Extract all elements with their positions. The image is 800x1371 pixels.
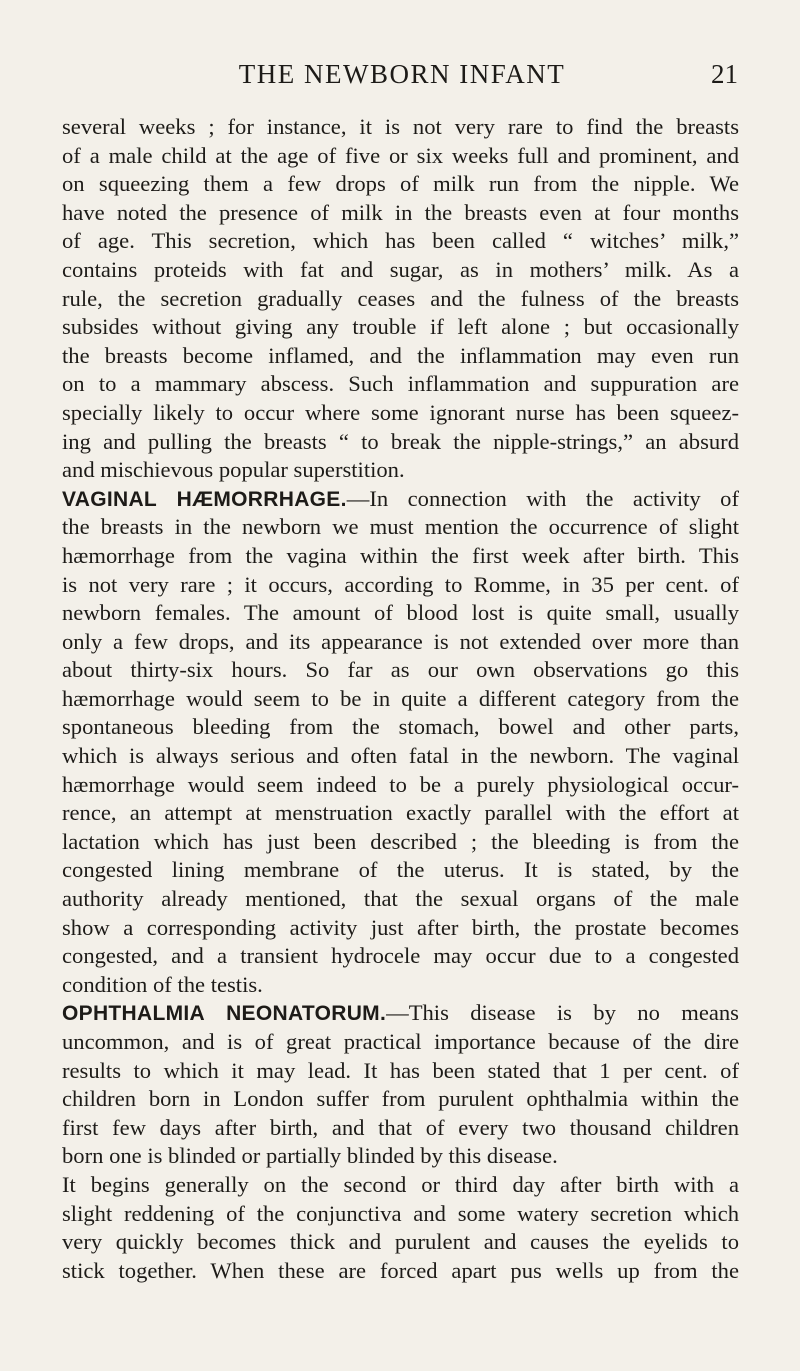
- text-line: children born in London suffer from purulent ophthalmia within the: [62, 1086, 739, 1112]
- text-line: uncommon, and is of great practical importance because of the dire: [62, 1029, 739, 1054]
- text-line: and mischievous popular superstition.: [62, 457, 405, 483]
- text-line: rence, an attempt at menstruation exactly parallel with the effort at: [62, 800, 739, 826]
- paragraph-ophthalmia: [62, 999, 739, 1171]
- text-line: rule, the secretion gradually ceases and the fulness of the breasts: [62, 285, 739, 311]
- text-line: ing and pulling the breasts “ to break the nipple-strings,” an absurd: [62, 428, 739, 454]
- text-line: —This disease is by no means: [386, 1000, 739, 1026]
- text-line: hæmorrhage would seem indeed to be a purely physiological occur-: [62, 771, 739, 797]
- text-line: of age. This secretion, which has been called “ witches’ milk,”: [62, 228, 739, 254]
- text-line: is not very rare ; it occurs, according to Romme, in 35 per cent. of: [62, 571, 739, 597]
- text-line: congested, and a transient hydrocele may occur due to a congested: [62, 943, 739, 969]
- text-line: specially likely to occur where some ignorant nurse has been squeez-: [62, 399, 739, 425]
- text-line: —In connection with the activity of: [346, 485, 739, 511]
- text-line: of a male child at the age of five or six weeks full and prominent, and: [62, 142, 739, 168]
- text-line: first few days after birth, and that of every two thousand children: [62, 1114, 739, 1140]
- text-line: the breasts in the newborn we must mention the occurrence of slight: [62, 514, 739, 540]
- body-text: [62, 113, 739, 1285]
- paragraph-onset: [62, 1171, 739, 1285]
- text-line: authority already mentioned, that the sexual organs of the male: [62, 886, 739, 912]
- section-heading: VAGINAL HÆMORRHAGE.: [62, 487, 347, 511]
- text-line: very quickly becomes thick and purulent and causes the eyelids to: [62, 1229, 739, 1255]
- text-line: slight reddening of the conjunctiva and some watery secretion which: [62, 1200, 739, 1226]
- text-line: which is always serious and often fatal in the newborn. The vaginal: [62, 743, 739, 769]
- text-line-with-heading: [62, 999, 739, 1028]
- text-line: contains proteids with fat and sugar, as in mothers’ milk. As a: [62, 256, 739, 282]
- text-line: about thirty-six hours. So far as our own observations go this: [62, 657, 739, 683]
- text-line: lactation which has just been described ; the bleeding is from the: [62, 828, 739, 854]
- text-line: It begins generally on the second or third day after birth with a: [62, 1171, 739, 1197]
- text-line: condition of the testis.: [62, 971, 263, 997]
- page-number: 21: [711, 59, 738, 89]
- text-line: the breasts become inflamed, and the inflammation may even run: [62, 342, 739, 368]
- text-line: on squeezing them a few drops of milk run from the nipple. We: [62, 171, 739, 197]
- text-line: congested lining membrane of the uterus. It is stated, by the: [62, 857, 739, 883]
- text-line-with-heading: [62, 485, 739, 514]
- text-line: on to a mammary abscess. Such inflammation and suppuration are: [62, 371, 739, 397]
- text-line: have noted the presence of milk in the breasts even at four months: [62, 199, 739, 225]
- text-line: show a corresponding activity just after birth, the prostate becomes: [62, 914, 739, 940]
- text-line: born one is blinded or partially blinded by this disease.: [62, 1143, 558, 1169]
- paragraph-vaginal-haemorrhage: [62, 485, 739, 1000]
- text-line: only a few drops, and its appearance is not extended over more than: [62, 628, 739, 654]
- text-line: results to which it may lead. It has been stated that 1 per cent. of: [62, 1057, 739, 1083]
- text-line: stick together. When these are forced apart pus wells up from the: [62, 1257, 739, 1283]
- paragraph-witches-milk: [62, 113, 739, 485]
- section-heading: OPHTHALMIA NEONATORUM.: [62, 1002, 387, 1026]
- running-title: THE NEWBORN INFANT: [238, 59, 566, 89]
- text-line: newborn females. The amount of blood lost is quite small, usually: [62, 600, 739, 626]
- text-line: several weeks ; for instance, it is not very rare to find the breasts: [62, 114, 739, 139]
- text-line: subsides without giving any trouble if left alone ; but occasionally: [62, 314, 739, 340]
- text-line: hæmorrhage would seem to be in quite a different category from the: [62, 685, 739, 711]
- text-line: hæmorrhage from the vagina within the first week after birth. This: [62, 542, 739, 568]
- running-header: [66, 56, 738, 92]
- text-line: spontaneous bleeding from the stomach, bowel and other parts,: [62, 714, 739, 740]
